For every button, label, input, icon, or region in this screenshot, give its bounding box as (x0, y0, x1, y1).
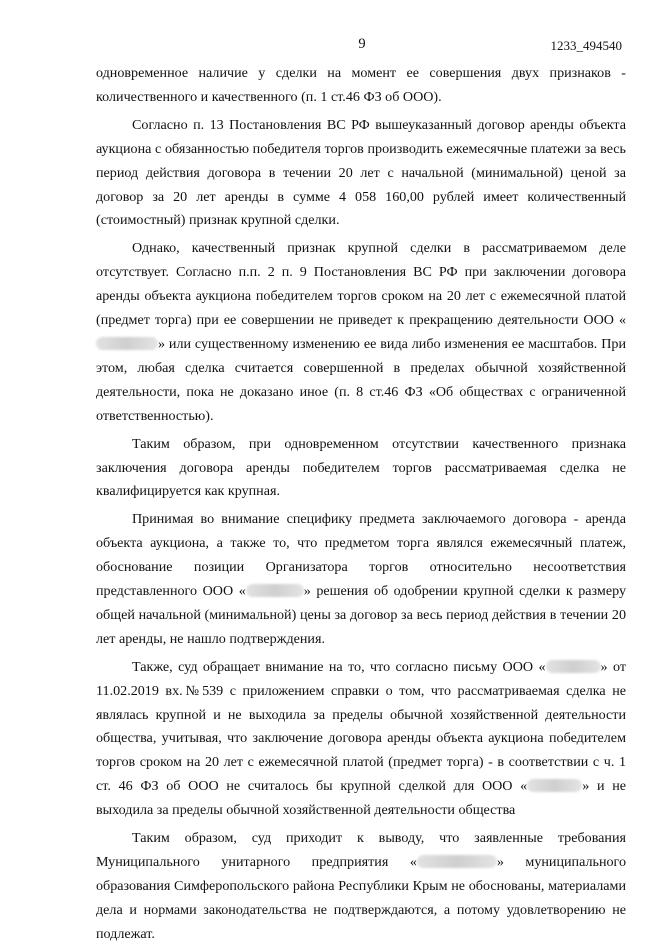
paragraph-3-part-1: Однако, качественный признак крупной сделки в рассматриваемом деле отсутствует. Согласно п.п. 2 п. 9 Постановления ВС РФ при заключении договора аренды объекта аукциона победителем торгов сроком на 20 лет с ежемесячной платой (предмет торга) при ее совершении не приведет к прекращению деятельности ООО « (96, 240, 626, 329)
document-body (96, 62, 626, 951)
paragraph-6-part-3: » и не выходила за пределы обычной хозяйственной деятельности общества (96, 778, 627, 819)
redacted-company-name (546, 660, 601, 673)
paragraph-4: Таким образом, при одновременном отсутствии качественного признака заключения договора аренды победителем торгов рассматриваемая сделка не квалифицируется как крупная. (96, 435, 626, 500)
paragraph-6-part-2: » от 11.02.2019 вх.№539 с приложением справки о том, что рассматриваемая сделка не являлась крупной и не выходила за пределы обычной хозяйственной деятельности общества, учитывая, что заключение договора аренды объекта аукциона победителем торгов сроком на 20 лет с ежемесячной платой (предмет торга) - в соответствии с ч. 1 ст. 46 ФЗ об ООО не считалось бы крупной сделкой для ООО « (96, 658, 626, 795)
paragraph-6-part-1: Также, суд обращает внимание на то, что согласно письму ООО « (132, 658, 546, 675)
redacted-enterprise-name (417, 855, 497, 868)
paragraph-5-part-1: Принимая во внимание специфику предмета заключаемого договора - аренда объекта аукциона, а также то, что предметом торга являлся ежемесячный платеж, обоснование позиции Организатора торгов относительно несоответствия представленного ООО « (96, 511, 626, 600)
redacted-company-name (246, 584, 304, 597)
redacted-company-name (527, 779, 582, 792)
paragraph-7-part-2: » муниципального образования Симферопольского района Республики Крым не обоснованы, материалами дела и нормами законодательства не подтверждаются, а потому удовлетворению не подлежат. (96, 854, 627, 942)
paragraph-3-part-2: » или существенному изменению ее вида либо изменения ее масштабов. При этом, любая сделка считается совершенной в пределах обычной хозяйственной деятельности, пока не доказано иное (п. 8 ст.46 ФЗ «Об обществах с ограниченной ответственностью). (96, 335, 626, 424)
page-number: 9 (358, 36, 366, 52)
paragraph-3 (96, 237, 626, 428)
paragraph-5 (96, 508, 626, 651)
paragraph-7-part-1: Таким образом, суд приходит к выводу, что заявленные требования Муниципального унитарного предприятия « (96, 830, 626, 870)
redacted-company-name (96, 337, 158, 350)
paragraph-5-part-2: » решения об одобрении крупной сделки к размеру общей начальной (минимальной) цены за договор за весь период действия в течении 20 лет аренды, не нашло подтверждения. (96, 583, 627, 647)
paragraph-2: Согласно п. 13 Постановления ВС РФ вышеуказанный договор аренды объекта аукциона с обязанностью победителя торгов производить ежемесячные платежи за весь период действия договора в течении 20 лет с начальной (минимальной) ценой за договор за 20 лет аренды в сумме 4 058 160,00 рублей имеет количественный (стоимостный) признак крупной сделки. (96, 116, 626, 229)
paragraph-1: одновременное наличие у сделки на момент ее совершения двух признаков - количественного и качественного (п. 1 ст.46 ФЗ об ООО). (96, 65, 626, 105)
paragraph-6 (96, 656, 626, 823)
paragraph-7 (96, 827, 626, 947)
document-id: 1233_494540 (550, 38, 622, 53)
